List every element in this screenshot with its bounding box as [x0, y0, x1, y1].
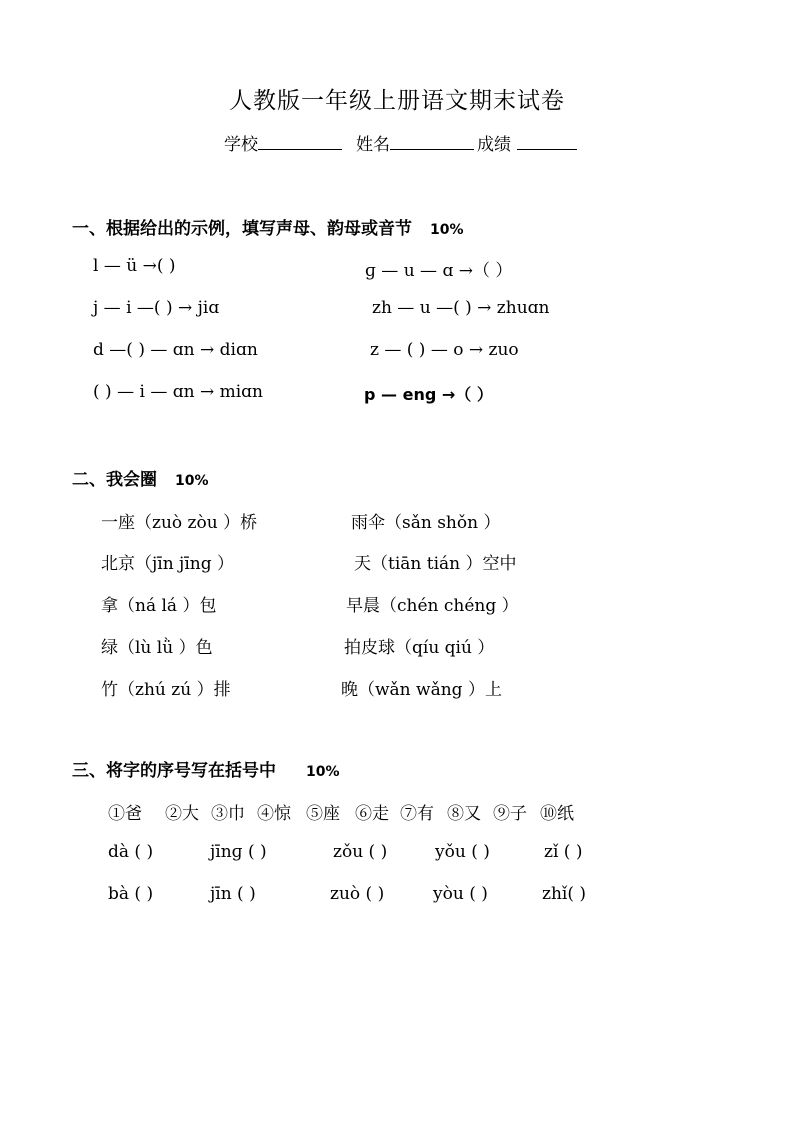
section2-percent: 10%: [175, 473, 209, 489]
score-label: 成绩: [477, 135, 511, 155]
s2-row1-right: 雨伞（sǎn shǒn ）: [351, 513, 501, 533]
name-label: 姓名: [356, 135, 390, 155]
name-blank[interactable]: [390, 131, 474, 150]
s3-r2-item3: zuò ( ): [330, 884, 385, 904]
s2-row5-left: 竹（zhú zú ）排: [101, 680, 231, 700]
s1-row4-left: ( ) — i — ɑn → miɑn: [93, 382, 263, 402]
s3-char-5: ⑤座: [306, 804, 340, 824]
s1-row3-right: z — ( ) — o → zuo: [370, 340, 519, 360]
school-blank[interactable]: [258, 131, 342, 150]
s1-row3-left: d —( ) — ɑn → diɑn: [93, 340, 258, 360]
s3-r1-item1: dà ( ): [108, 842, 154, 862]
s3-char-1: ①爸: [108, 804, 142, 824]
s3-char-6: ⑥走: [355, 804, 389, 824]
s2-row1-left: 一座（zuò zòu ）桥: [101, 513, 258, 533]
s3-r2-item5: zhǐ( ): [542, 884, 587, 904]
score-blank[interactable]: [517, 131, 577, 150]
s2-row4-left: 绿（lù lǜ ）色: [101, 638, 213, 658]
s1-row1-left: l — ü →( ): [93, 256, 176, 276]
s3-r2-item2: jīn ( ): [210, 884, 256, 904]
s2-row4-right: 拍皮球（qíu qiú ）: [344, 638, 495, 658]
s1-row2-left: j — i —( ) → jiɑ: [93, 298, 220, 318]
s2-row5-right: 晚（wǎn wǎng ）上: [341, 680, 502, 700]
school-field: [224, 130, 342, 155]
section3-heading: [72, 756, 340, 781]
section1-title: 一、根据给出的示例，填写声母、韵母或音节: [72, 219, 412, 239]
section1-heading: [72, 214, 464, 239]
section2-title: 二、我会圈: [72, 470, 157, 490]
section3-title: 三、将字的序号写在括号中: [72, 761, 276, 781]
s3-char-8: ⑧又: [447, 804, 481, 824]
s1-row2-right: zh — u —( ) → zhuɑn: [372, 298, 550, 318]
section3-percent: 10%: [306, 764, 340, 780]
school-label: 学校: [224, 135, 258, 155]
s2-row3-left: 拿（ná lá ）包: [101, 596, 217, 616]
section2-heading: [72, 465, 209, 490]
s1-row1-right: ɡ — u — ɑ →（ ）: [365, 261, 513, 281]
page-title: 人教版一年级上册语文期末试卷: [229, 88, 565, 114]
s2-row2-left: 北京（jīn jīng ）: [101, 554, 235, 574]
s3-char-9: ⑨子: [493, 804, 527, 824]
s3-r1-item4: yǒu ( ): [435, 842, 490, 862]
s3-r1-item2: jīnɡ ( ): [210, 842, 267, 862]
s3-r2-item4: yòu ( ): [433, 884, 488, 904]
s2-row2-right: 天（tiān tián ）空中: [354, 554, 517, 574]
s2-row3-right: 早晨（chén chéng ）: [346, 596, 519, 616]
s3-char-7: ⑦有: [400, 804, 434, 824]
s3-char-10: ⑩纸: [540, 804, 574, 824]
score-field: [477, 130, 577, 155]
s3-r1-item3: zǒu ( ): [333, 842, 388, 862]
s3-r2-item1: bà ( ): [108, 884, 154, 904]
name-field: [356, 130, 474, 155]
s3-r1-item5: zǐ ( ): [544, 842, 583, 862]
s1-row4-right: p — eng →（ ）: [364, 385, 493, 404]
section1-percent: 10%: [430, 222, 464, 238]
s3-char-2: ②大: [165, 804, 199, 824]
s3-char-3: ③巾: [211, 804, 245, 824]
s3-char-4: ④惊: [257, 804, 291, 824]
